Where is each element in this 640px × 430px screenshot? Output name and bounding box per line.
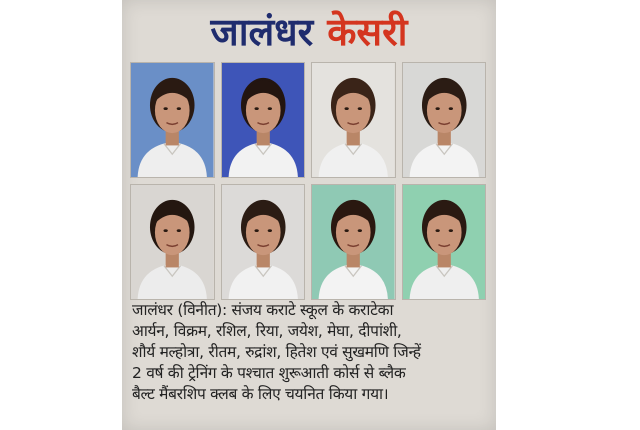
masthead-word-1: जालंधर (210, 10, 314, 54)
portrait-illustration (312, 63, 395, 177)
caption-line-3: शौर्य मल्होत्रा, रीतम, रुद्रांश, हितेश एवं सुखमणि जिन्हें (132, 343, 421, 361)
student-photo-1 (130, 62, 215, 178)
portrait-illustration (312, 185, 395, 299)
student-photo-6 (221, 184, 306, 300)
portrait-illustration (403, 63, 486, 177)
student-photo-4 (402, 62, 487, 178)
student-photo-3 (311, 62, 396, 178)
student-photo-5 (130, 184, 215, 300)
caption-line-4: 2 वर्ष की ट्रेनिंग के पश्चात शुरूआती कोर्स से ब्लैक (132, 364, 406, 382)
newspaper-clipping (122, 0, 496, 430)
portrait-illustration (131, 63, 214, 177)
portrait-illustration (222, 185, 305, 299)
caption-line-5: बैल्ट मैंबरशिप क्लब के लिए चयनित किया गया। (132, 385, 389, 403)
caption-line-1: जालंधर (विनीत): संजय कराटे स्कूल के कराटेका (132, 301, 394, 319)
masthead-word-2: केसरी (327, 10, 408, 54)
portrait-illustration (403, 185, 486, 299)
student-photo-2 (221, 62, 306, 178)
caption-line-2: आर्यन, विक्रम, रशिल, रिया, जयेश, मेघा, दीपांशी, (132, 322, 402, 340)
masthead (122, 2, 496, 62)
portrait-illustration (131, 185, 214, 299)
news-caption (132, 300, 488, 405)
student-photo-7 (311, 184, 396, 300)
portrait-illustration (222, 63, 305, 177)
photo-grid (130, 62, 486, 300)
student-photo-8 (402, 184, 487, 300)
